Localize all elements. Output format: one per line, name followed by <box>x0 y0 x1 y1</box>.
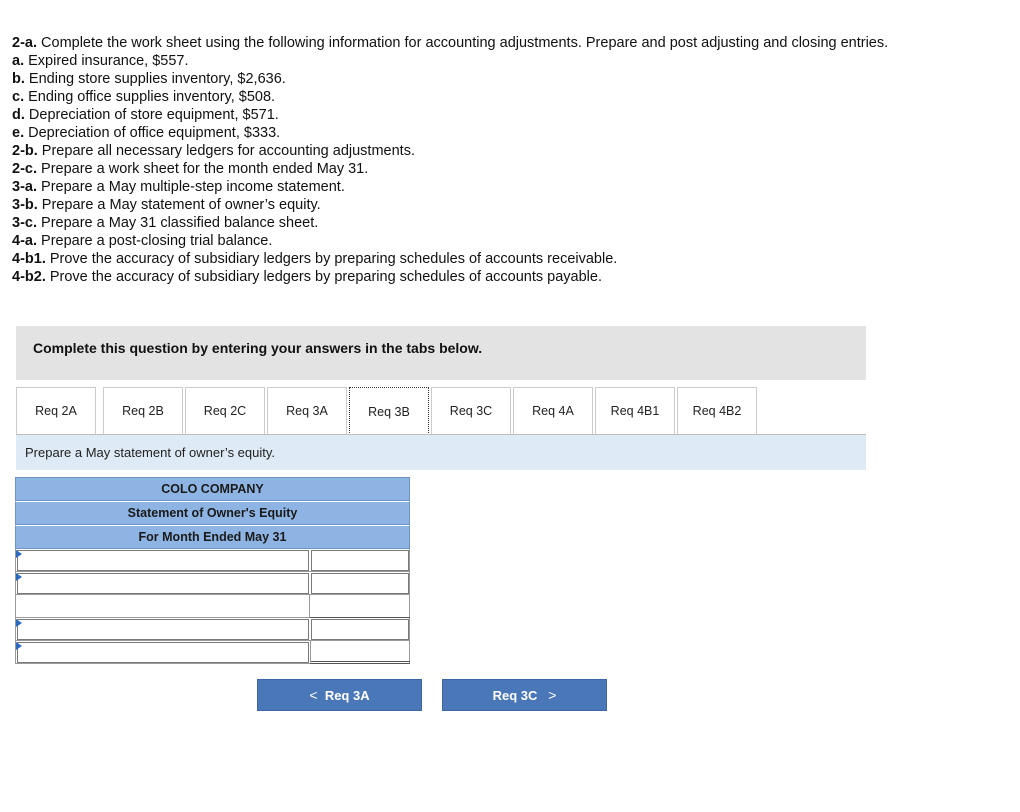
dropdown-arrow-icon <box>16 550 22 558</box>
chevron-right-icon: > <box>548 687 557 703</box>
instruction-item-text: Depreciation of office equipment, $333. <box>24 125 281 141</box>
instruction-item-label: c. <box>12 89 25 105</box>
instruction-item-label: 3-b. <box>12 197 38 213</box>
instruction-item-label: a. <box>12 53 25 69</box>
instruction-intro-text: Complete the work sheet using the following information for accounting adjustments. Prepare and post adjusting and closing entries. <box>37 35 889 51</box>
instruction-item-text: Prepare a May statement of owner’s equity. <box>37 197 321 213</box>
amount-input[interactable] <box>311 550 409 571</box>
instruction-item <box>12 70 972 88</box>
statement-row <box>15 572 410 595</box>
dropdown-arrow-icon <box>16 642 22 650</box>
tab-bar <box>16 387 866 435</box>
tab-req-3b[interactable]: Req 3B <box>349 387 429 435</box>
tab-req-2b[interactable]: Req 2B <box>103 387 183 434</box>
chevron-left-icon: < <box>309 687 318 703</box>
instruction-item-text: Prepare a work sheet for the month ended May 31. <box>37 161 369 177</box>
prompt-text: Prepare a May statement of owner’s equity. <box>25 445 276 460</box>
amount-input[interactable] <box>311 619 409 640</box>
instruction-intro <box>12 34 972 52</box>
instruction-item-text: Prepare a post-closing trial balance. <box>37 233 273 249</box>
instruction-item-text: Depreciation of store equipment, $571. <box>24 107 279 123</box>
amount-cell <box>310 595 410 618</box>
instruction-item-text: Prove the accuracy of subsidiary ledgers by preparing schedules of accounts payable. <box>45 269 602 285</box>
statement-company: COLO COMPANY <box>15 477 410 501</box>
instruction-item <box>12 160 972 178</box>
label-cell[interactable] <box>16 572 310 595</box>
tab-req-2a[interactable]: Req 2A <box>16 387 96 434</box>
instruction-item <box>12 214 972 232</box>
prev-req-label: Req 3A <box>324 687 370 703</box>
label-input[interactable] <box>17 642 309 663</box>
instruction-item-text: Prove the accuracy of subsidiary ledgers by preparing schedules of accounts receivable. <box>45 251 618 267</box>
label-input[interactable] <box>17 619 309 640</box>
amount-cell <box>310 641 410 664</box>
instruction-item <box>12 142 972 160</box>
instruction-item-label: 2-b. <box>12 143 38 159</box>
statement-period: For Month Ended May 31 <box>15 525 410 549</box>
statement-row <box>15 549 410 572</box>
instruction-item <box>12 196 972 214</box>
instruction-item-label: 3-c. <box>12 215 37 231</box>
instruction-item-label: 2-c. <box>12 161 37 177</box>
prompt-bar <box>16 435 866 470</box>
instruction-item-label: 4-b1. <box>12 251 46 267</box>
amount-input[interactable] <box>311 573 409 594</box>
instruction-item <box>12 88 972 106</box>
instruction-item <box>12 268 972 286</box>
next-req-label: Req 3C <box>492 687 538 703</box>
instruction-item-text: Prepare a May multiple-step income statement. <box>37 179 345 195</box>
question-box-text: Complete this question by entering your answers in the tabs below. <box>33 340 483 356</box>
amount-cell[interactable] <box>310 549 410 572</box>
prev-req-button[interactable] <box>257 679 422 711</box>
instruction-item-label: b. <box>12 71 25 87</box>
label-cell[interactable] <box>16 618 310 641</box>
next-req-button[interactable] <box>442 679 607 711</box>
instruction-item-text: Prepare all necessary ledgers for accounting adjustments. <box>37 143 415 159</box>
label-input[interactable] <box>17 573 309 594</box>
instruction-item <box>12 178 972 196</box>
label-input[interactable] <box>17 550 309 571</box>
instruction-item <box>12 250 972 268</box>
question-box <box>16 326 866 380</box>
statement-row <box>15 618 410 641</box>
instructions <box>12 34 972 286</box>
statement-table <box>15 477 410 664</box>
instruction-item-label: d. <box>12 107 25 123</box>
instruction-intro-label: 2-a. <box>12 35 37 51</box>
instruction-item-label: 4-a. <box>12 233 37 249</box>
tab-req-2c[interactable]: Req 2C <box>185 387 265 434</box>
tab-req-3a[interactable]: Req 3A <box>267 387 347 434</box>
tab-req-4b1[interactable]: Req 4B1 <box>595 387 675 434</box>
instruction-item-text: Expired insurance, $557. <box>24 53 189 69</box>
statement-title: Statement of Owner's Equity <box>15 501 410 525</box>
instruction-item <box>12 124 972 142</box>
statement-row <box>15 641 410 664</box>
amount-cell[interactable] <box>310 618 410 641</box>
instruction-item-text: Ending store supplies inventory, $2,636. <box>24 71 286 87</box>
tab-req-4a[interactable]: Req 4A <box>513 387 593 434</box>
label-cell <box>16 595 310 618</box>
instruction-item-text: Prepare a May 31 classified balance sheet. <box>37 215 319 231</box>
instruction-item <box>12 232 972 250</box>
tab-req-3c[interactable]: Req 3C <box>431 387 511 434</box>
label-cell[interactable] <box>16 641 310 664</box>
instruction-item-text: Ending office supplies inventory, $508. <box>24 89 276 105</box>
label-cell[interactable] <box>16 549 310 572</box>
statement-row <box>15 595 410 618</box>
instruction-item-label: 3-a. <box>12 179 37 195</box>
instruction-item <box>12 52 972 70</box>
amount-cell[interactable] <box>310 572 410 595</box>
instruction-item <box>12 106 972 124</box>
dropdown-arrow-icon <box>16 619 22 627</box>
instruction-item-label: e. <box>12 125 25 141</box>
instruction-item-label: 4-b2. <box>12 269 46 285</box>
dropdown-arrow-icon <box>16 573 22 581</box>
tab-req-4b2[interactable]: Req 4B2 <box>677 387 757 434</box>
